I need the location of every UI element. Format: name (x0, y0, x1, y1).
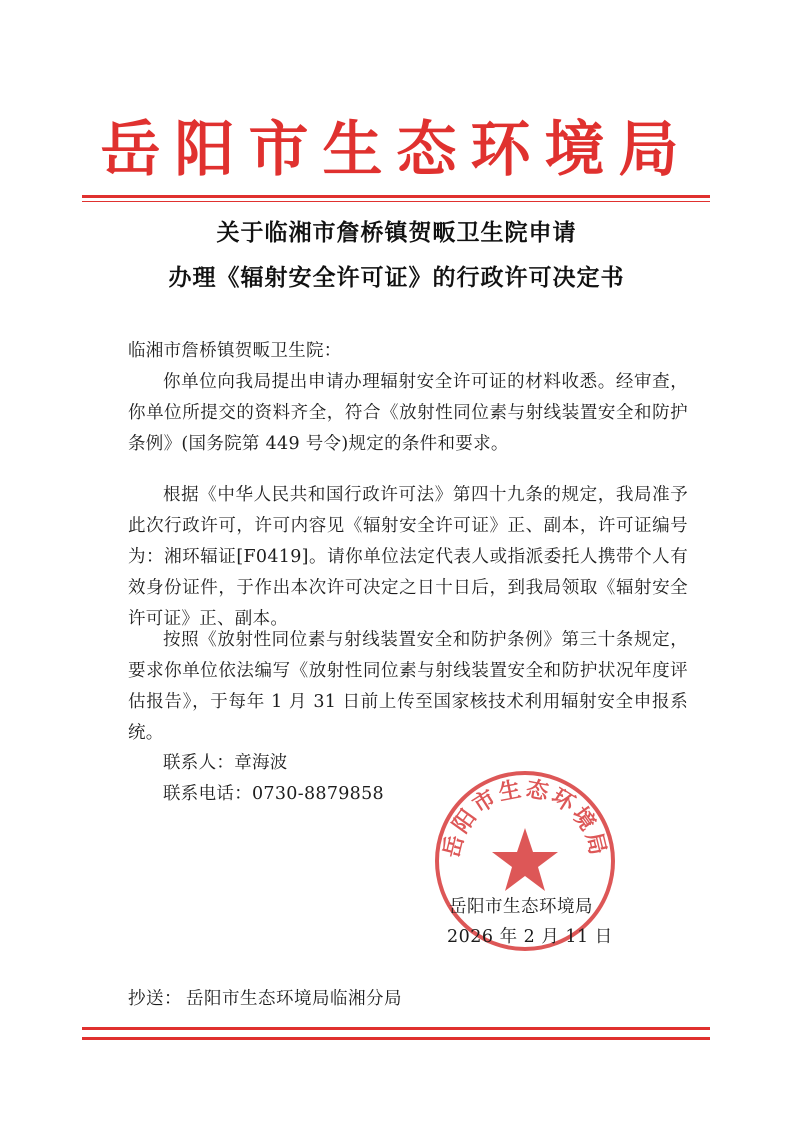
footer-divider-bottom (82, 1037, 710, 1040)
cc-label: 抄送： (128, 989, 182, 1009)
footer-divider-top (82, 1027, 710, 1030)
cc-line (128, 986, 402, 1012)
contact-person: 联系人：章海波 (163, 753, 288, 773)
body-paragraph-1: 你单位向我局提出申请办理辐射安全许可证的材料收悉。经审查，你单位所提交的资料齐全，符合《放射性同位素与射线装置安全和防护条例》(国务院第 449 号令)规定的条件和要求。 (128, 372, 688, 454)
seal-text: 岳阳市生态环境局 (438, 775, 612, 861)
contact-phone: 联系电话：0730-8879858 (163, 784, 384, 804)
document-title-line-2: 办理《辐射安全许可证》的行政许可决定书 (168, 265, 625, 291)
masthead-divider-thick (82, 195, 710, 198)
masthead-org-name: 岳阳市生态环境局 (100, 115, 693, 185)
signature-date: 2026 年 2 月 11 日 (447, 927, 613, 947)
body-paragraph-3: 按照《放射性同位素与射线装置安全和防护条例》第三十条规定，要求你单位依法编写《放射性同位素与射线装置安全和防护状况年度评估报告》，于每年 1 月 31 日前上传至国家核技术利用辐射安全申报系统。 (128, 630, 688, 743)
masthead-divider-thin (82, 201, 710, 202)
body-paragraph-2: 根据《中华人民共和国行政许可法》第四十九条的规定，我局准予此次行政许可，许可内容见《辐射安全许可证》正、副本，许可证编号为：湘环辐证[F0419]。请你单位法定代表人或指派委托人携带个人有效身份证件，于作出本次许可决定之日十日后，到我局领取《辐射安全许可证》正、副本。 (128, 485, 688, 629)
salutation: 临湘市詹桥镇贺畈卫生院： (128, 341, 342, 361)
seal-star-icon (492, 828, 558, 891)
document-title-line-1: 关于临湘市詹桥镇贺畈卫生院申请 (216, 220, 577, 246)
cc-recipient: 岳阳市生态环境局临湘分局 (186, 989, 402, 1009)
signature-org: 岳阳市生态环境局 (449, 897, 593, 917)
